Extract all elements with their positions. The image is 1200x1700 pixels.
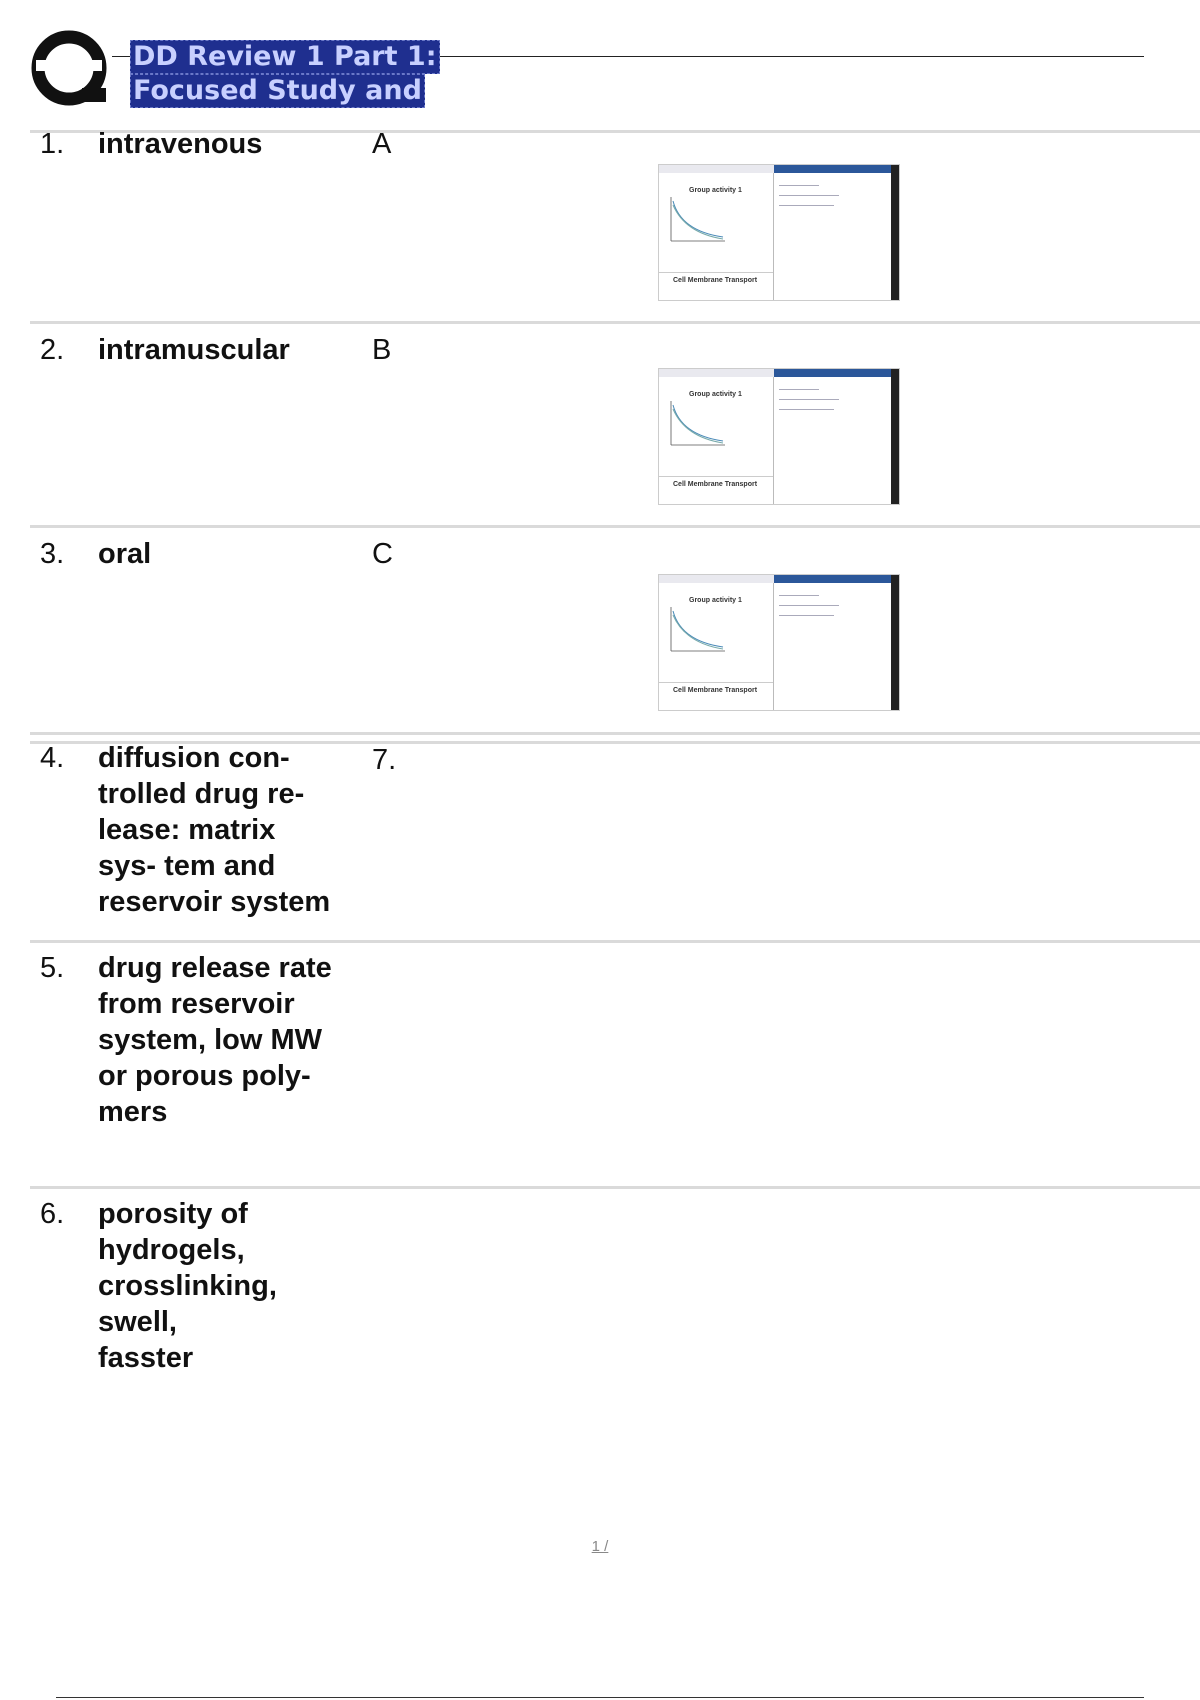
term-line: drug release rate	[98, 952, 332, 984]
title-line-1: DD Review 1 Part 1:	[130, 40, 440, 74]
term-line: reservoir system	[98, 886, 331, 918]
term-line: sys- tem and	[98, 850, 276, 882]
q-logo-icon	[30, 30, 110, 110]
page-number: 1 /	[591, 1538, 609, 1555]
term-line: crosslinking,	[98, 1270, 277, 1302]
item-term: oral	[98, 538, 152, 570]
decay-curve-icon	[667, 195, 727, 245]
item-number: 2.	[40, 334, 65, 366]
screenshot-thumbnail[interactable]	[658, 574, 900, 711]
term-line: system, low MW	[98, 1024, 322, 1056]
thumb-caption: Cell Membrane Transport	[673, 481, 758, 488]
screenshot-thumbnail[interactable]	[658, 368, 900, 505]
item-number: 6.	[40, 1198, 65, 1230]
document-title[interactable]	[130, 40, 440, 108]
term-line: from reservoir	[98, 988, 295, 1020]
thumb-caption: Group activity 1	[689, 391, 742, 398]
term-line: lease: matrix	[98, 814, 276, 846]
term-line: swell,	[98, 1306, 177, 1338]
row-divider	[30, 732, 1200, 735]
row-divider	[30, 525, 1200, 528]
title-line-2: Focused Study and	[130, 74, 425, 108]
thumb-caption: Group activity 1	[689, 597, 742, 604]
item-number: 4.	[40, 742, 65, 774]
decay-curve-icon	[667, 605, 727, 655]
term-line: mers	[98, 1096, 168, 1128]
footer-rule	[56, 1697, 1144, 1698]
item-answer: A	[372, 128, 392, 160]
item-number: 5.	[40, 952, 65, 984]
item-answer: B	[372, 334, 392, 366]
item-term: intramuscular	[98, 334, 290, 366]
thumb-caption: Cell Membrane Transport	[673, 687, 758, 694]
item-answer: 7.	[372, 744, 397, 776]
row-divider	[30, 321, 1200, 324]
term-line: or porous poly-	[98, 1060, 311, 1092]
term-line: porosity of	[98, 1198, 248, 1230]
decay-curve-icon	[667, 399, 727, 449]
item-number: 3.	[40, 538, 65, 570]
item-term	[98, 1196, 388, 1376]
row-divider	[30, 1186, 1200, 1189]
term-line: trolled drug re-	[98, 778, 305, 810]
item-number: 1.	[40, 128, 65, 160]
term-line: diffusion con-	[98, 742, 290, 774]
item-answer: C	[372, 538, 393, 570]
thumb-caption: Group activity 1	[689, 187, 742, 194]
term-line: fasster	[98, 1342, 194, 1374]
screenshot-thumbnail[interactable]	[658, 164, 900, 301]
item-term: intravenous	[98, 128, 263, 160]
item-term	[98, 740, 388, 920]
term-line: hydrogels,	[98, 1234, 245, 1266]
row-divider	[30, 940, 1200, 943]
item-term	[98, 950, 388, 1130]
thumb-caption: Cell Membrane Transport	[673, 277, 758, 284]
